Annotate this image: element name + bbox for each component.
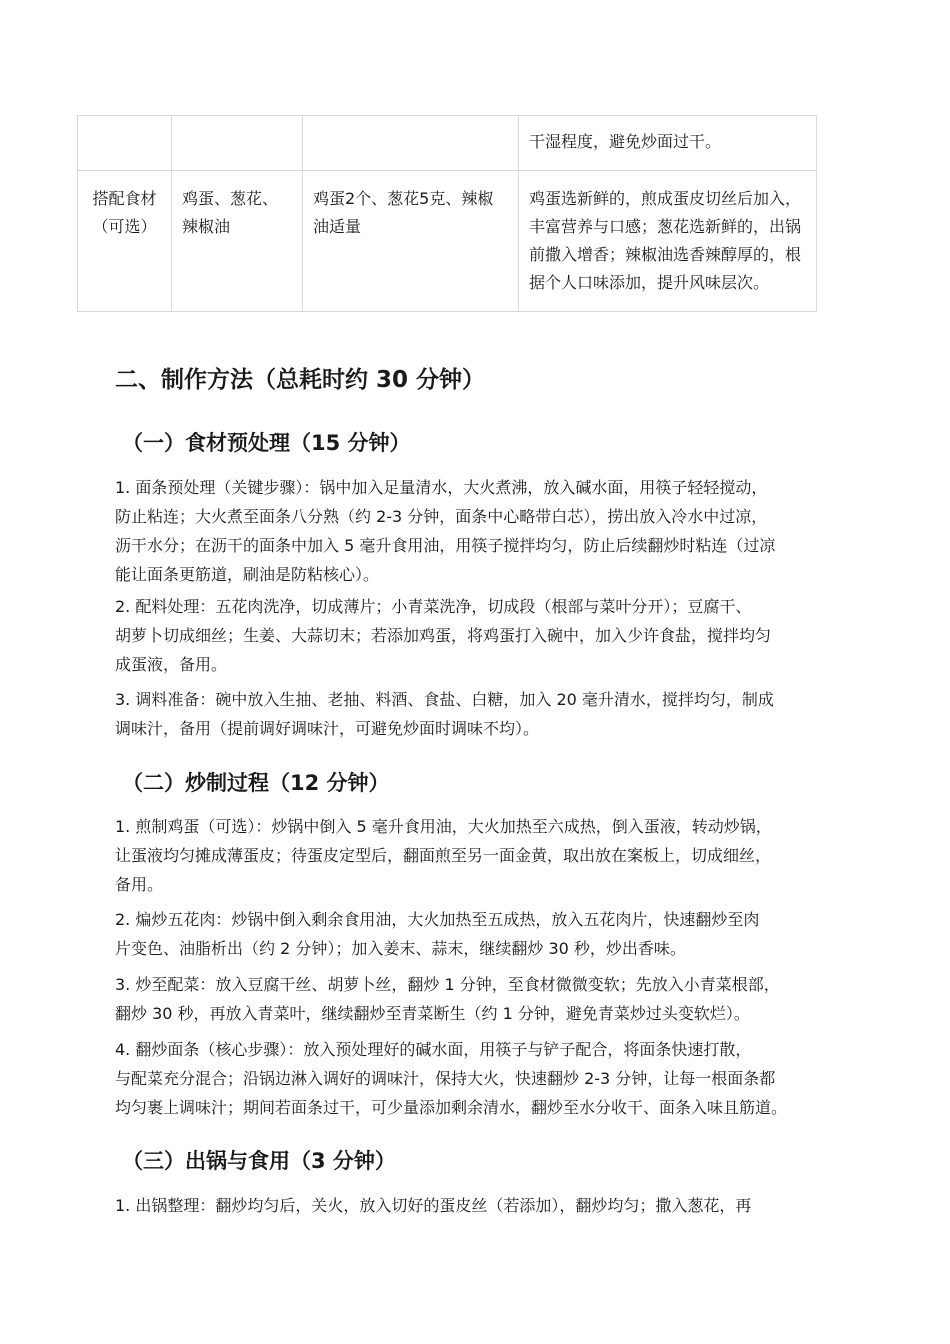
paragraph bbox=[115, 970, 851, 1028]
text-line: 胡萝卜切成细丝；生姜、大蒜切末；若添加鸡蛋，将鸡蛋打入碗中，加入少许食盐，搅拌均匀 bbox=[115, 626, 772, 645]
table-cell: 鸡蛋2个、葱花5克、辣椒油适量 bbox=[303, 171, 519, 312]
paragraph bbox=[115, 1191, 851, 1220]
text-line: 让蛋液均匀摊成薄蛋皮；待蛋皮定型后，翻面煎至另一面金黄，取出放在案板上，切成细丝， bbox=[115, 846, 772, 865]
table-row bbox=[78, 171, 817, 312]
subsection-heading: （二）炒制过程（12 分钟） bbox=[122, 771, 390, 795]
text-line: 备用。 bbox=[115, 875, 164, 894]
paragraph bbox=[115, 905, 851, 963]
text-line: 防止粘连；大火煮至面条八分熟（约 2-3 分钟，面条中心略带白芯），捞出放入冷水中过凉， bbox=[115, 507, 768, 526]
text-line: 4. 翻炒面条（核心步骤）：放入预处理好的碱水面，用筷子与铲子配合，将面条快速打散， bbox=[115, 1040, 752, 1059]
text-line: 1. 煎制鸡蛋（可选）：炒锅中倒入 5 毫升食用油，大火加热至六成热，倒入蛋液，转动炒锅， bbox=[115, 817, 772, 836]
table-cell: 干湿程度，避免炒面过干。 bbox=[519, 116, 817, 171]
subsection-heading: （三）出锅与食用（3 分钟） bbox=[122, 1149, 396, 1173]
table-row bbox=[78, 116, 817, 171]
text-line: 片变色、油脂析出（约 2 分钟）；加入姜末、蒜末，继续翻炒 30 秒，炒出香味。 bbox=[115, 939, 686, 958]
text-line: 成蛋液，备用。 bbox=[115, 655, 228, 674]
text-line: 2. 配料处理：五花肉洗净，切成薄片；小青菜洗净，切成段（根部与菜叶分开）；豆腐干、 bbox=[115, 597, 752, 616]
table-cell: 搭配食材（可选） bbox=[78, 171, 172, 312]
text-line: 2. 煸炒五花肉：炒锅中倒入剩余食用油，大火加热至五成热，放入五花肉片，快速翻炒至肉 bbox=[115, 910, 760, 929]
text-line: 均匀裹上调味汁；期间若面条过干，可少量添加剩余清水，翻炒至水分收干、面条入味且筋道。 bbox=[115, 1098, 788, 1117]
paragraph bbox=[115, 685, 851, 743]
paragraph bbox=[115, 812, 851, 899]
table-cell: 鸡蛋、葱花、辣椒油 bbox=[172, 171, 303, 312]
text-line: 沥干水分；在沥干的面条中加入 5 毫升食用油，用筷子搅拌均匀，防止后续翻炒时粘连（过凉 bbox=[115, 536, 776, 555]
paragraph bbox=[115, 1035, 851, 1122]
table-cell: 鸡蛋选新鲜的，煎成蛋皮切丝后加入，丰富营养与口感；葱花选新鲜的，出锅前撒入增香；辣椒油选香辣醇厚的，根据个人口味添加，提升风味层次。 bbox=[519, 171, 817, 312]
section-heading: 二、制作方法（总耗时约 30 分钟） bbox=[115, 367, 486, 393]
paragraph bbox=[115, 473, 851, 589]
text-line: 3. 炒至配菜：放入豆腐干丝、胡萝卜丝，翻炒 1 分钟，至食材微微变软；先放入小青菜根部， bbox=[115, 975, 780, 994]
table-cell bbox=[172, 116, 303, 171]
subsection-heading: （一）食材预处理（15 分钟） bbox=[122, 431, 411, 455]
text-line: 1. 出锅整理：翻炒均匀后，关火，放入切好的蛋皮丝（若添加），翻炒均匀；撒入葱花，再 bbox=[115, 1196, 752, 1215]
text-line: 调味汁，备用（提前调好调味汁，可避免炒面时调味不均）。 bbox=[115, 719, 540, 738]
text-line: 与配菜充分混合；沿锅边淋入调好的调味汁，保持大火，快速翻炒 2-3 分钟，让每一根面条都 bbox=[115, 1069, 776, 1088]
text-line: 翻炒 30 秒，再放入青菜叶，继续翻炒至青菜断生（约 1 分钟，避免青菜炒过头变软烂）。 bbox=[115, 1004, 750, 1023]
table-cell bbox=[303, 116, 519, 171]
ingredients-table bbox=[77, 115, 817, 312]
paragraph bbox=[115, 592, 851, 679]
text-line: 3. 调料准备：碗中放入生抽、老抽、料酒、食盐、白糖，加入 20 毫升清水，搅拌均匀，制成 bbox=[115, 690, 774, 709]
table-cell bbox=[78, 116, 172, 171]
text-line: 1. 面条预处理（关键步骤）：锅中加入足量清水，大火煮沸，放入碱水面，用筷子轻轻搅动， bbox=[115, 478, 768, 497]
text-line: 能让面条更筋道，刷油是防粘核心）。 bbox=[115, 565, 380, 584]
